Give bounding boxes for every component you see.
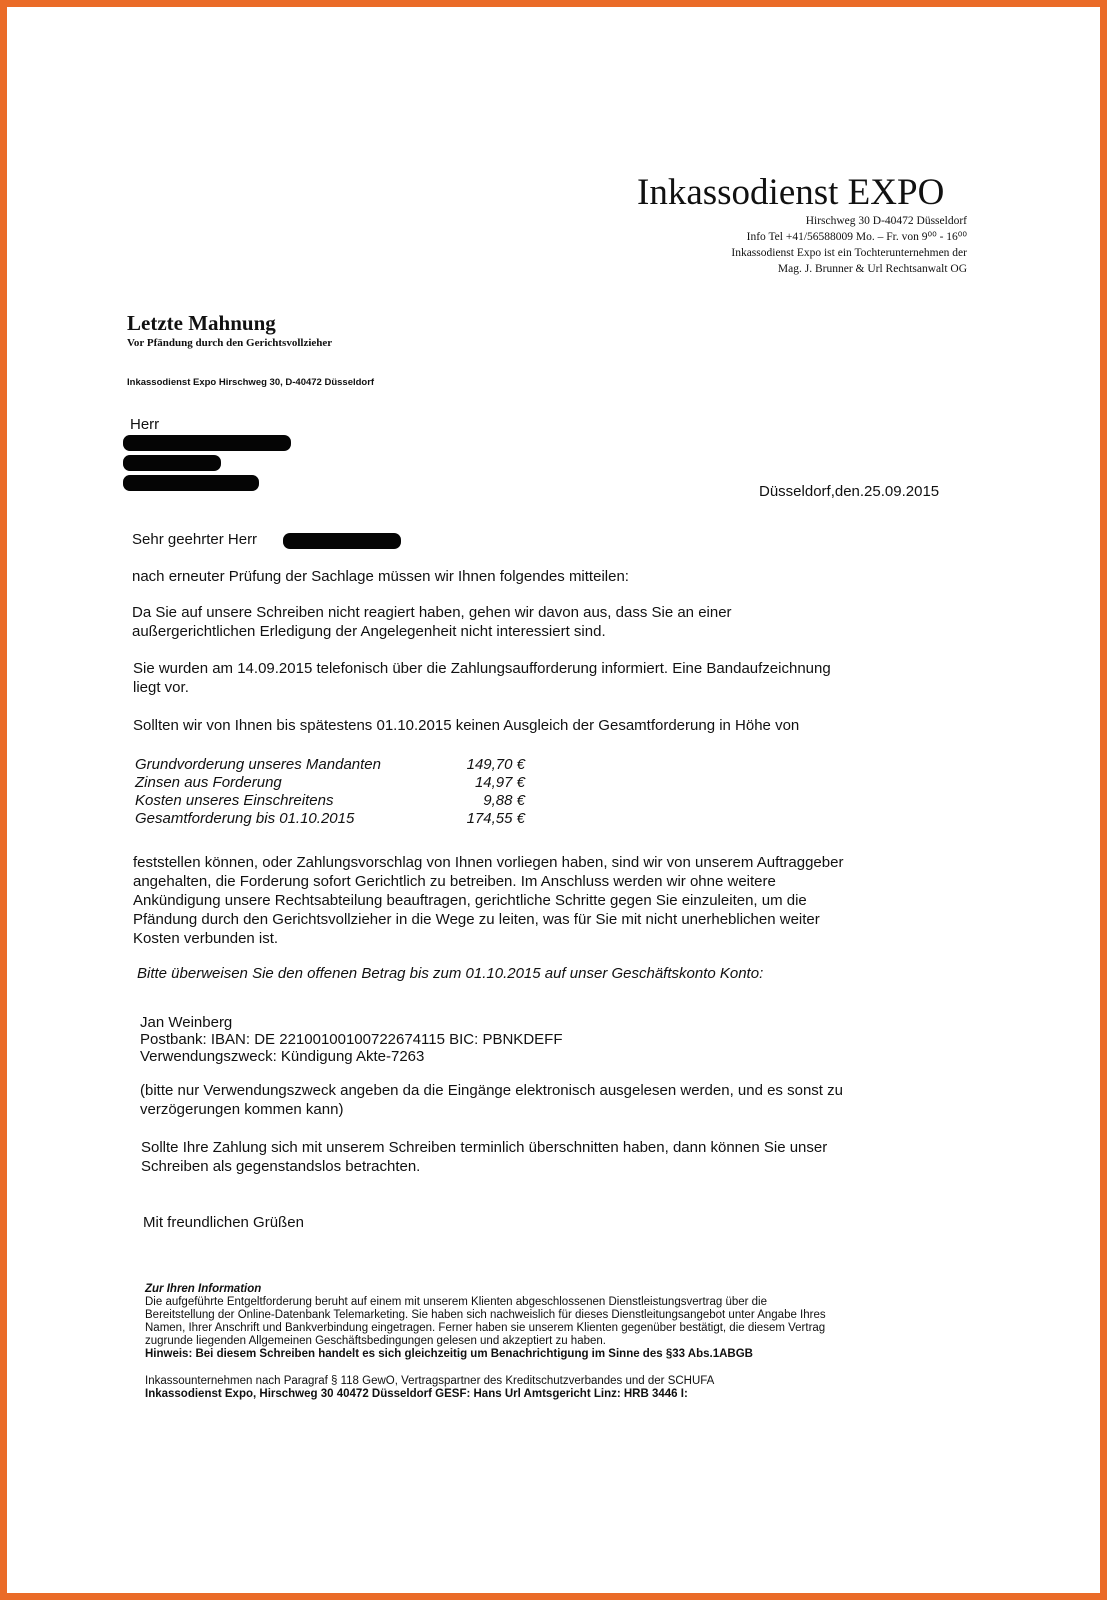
- paragraph-1: nach erneuter Prüfung der Sachlage müssen wir Ihnen folgendes mitteilen:: [132, 568, 629, 585]
- place-date: Düsseldorf,den.25.09.2015: [759, 483, 940, 500]
- paragraph-8: [141, 1138, 827, 1176]
- redacted-recipient-street: [123, 455, 221, 471]
- company-address: Hirschweg 30 D-40472 Düsseldorf: [805, 215, 967, 227]
- paragraph-5-line-3: Ankündigung unsere Rechtsabteilung beauftragen, gerichtliche Schritte gegen Sie einzuleiten, um die: [133, 892, 807, 909]
- claim-label: Gesamtforderung bis 01.10.2015: [135, 810, 355, 827]
- claim-row: [135, 774, 525, 792]
- company-parent-line2: Mag. J. Brunner & Url Rechtsanwalt OG: [777, 263, 967, 275]
- footer-information: [145, 1283, 985, 1401]
- company-phone: Info Tel +41/56588009 Mo. – Fr. von 9⁰⁰ - 16⁰⁰: [746, 231, 967, 243]
- bank-account-holder: Jan Weinberg: [140, 1014, 233, 1031]
- paragraph-5-line-2: angehalten, die Forderung sofort Gerichtlich zu betreiben. Im Anschluss werden wir ohne weitere: [133, 873, 776, 890]
- footer-line-1: Die aufgeführte Entgeltforderung beruht auf einem mit unserem Klienten abgeschlossenen Dienstleistungsvertrag über die: [145, 1296, 768, 1308]
- paragraph-8-line-1: Sollte Ihre Zahlung sich mit unserem Schreiben terminlich überschnitten haben, dann können Sie unser: [141, 1139, 828, 1156]
- redacted-recipient-name: [123, 435, 291, 451]
- redacted-recipient-city: [123, 475, 259, 491]
- company-info: [627, 213, 967, 277]
- claim-row: [135, 792, 525, 810]
- paragraph-5-line-4: Pfändung durch den Gerichtsvollzieher in die Wege zu leiten, was für Sie mit nicht unerheblichen weiter: [133, 911, 820, 928]
- paragraph-5-line-5: Kosten verbunden ist.: [133, 930, 279, 947]
- paragraph-5-line-1: feststellen können, oder Zahlungsvorschlag von Ihnen vorliegen haben, sind wir von unserem Auftraggeber: [133, 854, 844, 871]
- bank-iban-bic: Postbank: IBAN: DE 22100100100722674115 BIC: PBNKDEFF: [140, 1031, 563, 1048]
- sender-line: Inkassodienst Expo Hirschweg 30, D-40472 Düsseldorf: [127, 377, 375, 388]
- letter-subtitle: Vor Pfändung durch den Gerichtsvollzieher: [127, 337, 333, 349]
- claim-amount: 149,70 €: [466, 756, 525, 773]
- paragraph-2-line-1: Da Sie auf unsere Schreiben nicht reagiert haben, gehen wir davon aus, dass Sie an einer: [132, 604, 732, 621]
- paragraph-7-line-2: verzögerungen kommen kann): [140, 1101, 344, 1118]
- bank-details: [140, 1014, 562, 1065]
- claim-label: Grundvorderung unseres Mandanten: [135, 756, 381, 773]
- paragraph-2: [132, 603, 732, 641]
- claim-amount: 174,55 €: [466, 810, 525, 827]
- claim-row: [135, 810, 525, 828]
- footer-line-2: Bereitstellung der Online-Datenbank Telemarketing. Sie haben sich nachweislich für dieses Dienstleitungsangebot unter Angabe Ihres: [145, 1309, 826, 1321]
- footer-line-4: zugrunde liegenden Allgemeinen Geschäftsbedingungen gelesen und akzeptiert zu haben.: [145, 1335, 606, 1347]
- paragraph-8-line-2: Schreiben als gegenstandslos betrachten.: [141, 1158, 421, 1175]
- paragraph-4: Sollten wir von Ihnen bis spätestens 01.10.2015 keinen Ausgleich der Gesamtforderung in Höhe von: [133, 717, 800, 734]
- footer-line-6: Inkassodienst Expo, Hirschweg 30 40472 Düsseldorf GESF: Hans Url Amtsgericht Linz: HRB 3446 I:: [145, 1388, 688, 1400]
- claim-label: Zinsen aus Forderung: [135, 774, 282, 791]
- paragraph-5: [133, 853, 843, 948]
- payment-request: Bitte überweisen Sie den offenen Betrag bis zum 01.10.2015 auf unser Geschäftskonto Konto:: [137, 965, 764, 982]
- company-parent-line1: Inkassodienst Expo ist ein Tochterunternehmen der: [731, 247, 967, 259]
- bank-purpose: Verwendungszweck: Kündigung Akte-7263: [140, 1048, 425, 1065]
- claim-label: Kosten unseres Einschreitens: [135, 792, 334, 809]
- paragraph-3: [133, 659, 831, 697]
- claim-amount: 9,88 €: [483, 792, 525, 809]
- footer-heading: Zur Ihren Information: [145, 1283, 262, 1295]
- footer-line-3: Namen, Ihrer Anschrift und Bankverbindung eingetragen. Ferner haben sie unserem Klienten gegenüber bestätigt, die diesem Vertrag: [145, 1322, 826, 1334]
- claim-row: [135, 756, 525, 774]
- greeting-text: Sehr geehrter Herr: [132, 531, 258, 548]
- paragraph-2-line-2: außergerichtlichen Erledigung der Angelegenheit nicht interessiert sind.: [132, 623, 606, 640]
- redacted-greeting-name: [283, 533, 401, 549]
- paragraph-7-line-1: (bitte nur Verwendungszweck angeben da die Eingänge elektronisch ausgelesen werden, und es sonst zu: [140, 1082, 843, 1099]
- letter-title: Letzte Mahnung: [127, 311, 276, 335]
- closing: Mit freundlichen Grüßen: [143, 1214, 304, 1231]
- footer-line-5: Inkassounternehmen nach Paragraf § 118 GewO, Vertragspartner des Kreditschutzverbandes und der SCHUFA: [145, 1375, 715, 1387]
- paragraph-3-line-2: liegt vor.: [133, 679, 189, 696]
- footer-hinweis: Hinweis: Bei diesem Schreiben handelt es sich gleichzeitig um Benachrichtigung im Sinne des §33 Abs.1ABGB: [145, 1348, 753, 1360]
- greeting: [132, 531, 257, 548]
- recipient-salutation: Herr: [130, 416, 160, 433]
- claims-table: [135, 756, 525, 828]
- paragraph-3-line-1: Sie wurden am 14.09.2015 telefonisch über die Zahlungsaufforderung informiert. Eine Bandaufzeichnung: [133, 660, 831, 677]
- claim-amount: 14,97 €: [474, 774, 525, 791]
- paragraph-7: [140, 1081, 843, 1119]
- company-name: Inkassodienst EXPO: [637, 172, 945, 213]
